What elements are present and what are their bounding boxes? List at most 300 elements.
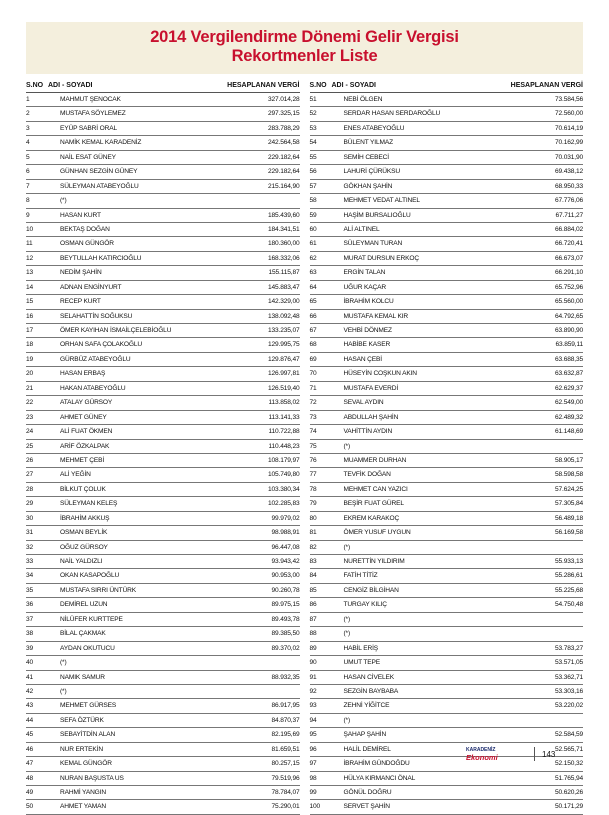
- row-number: 51: [309, 96, 317, 103]
- row-tax-value: 126.997,81: [267, 370, 300, 378]
- row-number: 65: [309, 298, 317, 306]
- row-tax-value: 70.614,19: [555, 124, 583, 132]
- row-tax-value: [214, 194, 300, 207]
- row-name: OĞUZ GÜRSOY: [60, 543, 108, 551]
- row-number: 35: [26, 586, 34, 594]
- row-tax-value: 57.305,84: [555, 500, 583, 508]
- table-row: [26, 656, 300, 670]
- table-row: [26, 584, 300, 598]
- row-name: NAMIK SAMUR: [60, 673, 105, 681]
- row-number: 5: [26, 153, 30, 161]
- row-tax-value: 53.362,71: [555, 673, 583, 681]
- row-number: 20: [26, 370, 34, 378]
- row-number: 6: [26, 168, 30, 176]
- table-row: [26, 223, 300, 237]
- table-row: [310, 136, 584, 150]
- row-number: 17: [26, 327, 34, 334]
- row-tax-value: 90.953,00: [271, 572, 300, 580]
- row-name: HABİBE KASER: [343, 341, 391, 349]
- row-number: 92: [309, 687, 317, 695]
- row-name: ŞAHAP ŞAHİN: [343, 731, 387, 739]
- row-name: HÜLYA KIRMANCI ÖNAL: [343, 774, 416, 782]
- table-row: [26, 800, 300, 814]
- row-number: 97: [309, 760, 317, 768]
- row-tax-value: 51.765,94: [555, 774, 583, 782]
- row-tax-value: 53.303,16: [555, 687, 583, 695]
- table-row: [310, 512, 584, 526]
- row-number: 36: [26, 601, 34, 609]
- row-number: 41: [26, 673, 34, 681]
- row-number: 2: [26, 110, 30, 118]
- row-name: BÜLENT YILMAZ: [343, 139, 393, 147]
- row-tax-value: 61.148,69: [555, 428, 583, 436]
- table-row: [310, 569, 584, 583]
- brand-bottom: Ekonomi: [466, 753, 498, 762]
- row-tax-value: 98.988,91: [271, 529, 300, 537]
- row-tax-value: 55.286,61: [555, 572, 583, 580]
- row-tax-value: 65.752,96: [555, 283, 583, 291]
- row-name: MUAMMER DURHAN: [343, 456, 407, 464]
- table-row: [26, 743, 300, 757]
- table-row: [26, 526, 300, 540]
- row-tax-value: [497, 440, 583, 453]
- row-number: 100: [309, 803, 321, 811]
- table-row: [310, 627, 584, 641]
- table-row: [310, 295, 584, 309]
- row-tax-value: 52.584,59: [555, 731, 583, 739]
- table-row: [310, 699, 584, 713]
- row-tax-value: 78.784,07: [271, 789, 300, 796]
- row-tax-value: 58.905,17: [555, 456, 583, 464]
- row-name: NAİL ESAT GÜNEY: [60, 153, 116, 161]
- table-row: [26, 136, 300, 150]
- row-tax-value: 113.141,33: [268, 413, 300, 421]
- row-name: SERDAR HASAN SERDAROĞLU: [343, 110, 441, 118]
- page-number: 143: [542, 749, 556, 759]
- table-row: [310, 367, 584, 381]
- row-tax-value: 229.182,64: [267, 168, 300, 176]
- row-tax-value: 50.620,26: [555, 789, 583, 796]
- table-row: [26, 613, 300, 627]
- row-name: NİLÜFER KURTTEPE: [60, 615, 123, 623]
- table-row: [26, 266, 300, 280]
- row-number: 23: [26, 413, 34, 421]
- row-name: (*): [343, 630, 351, 638]
- table-row: [26, 165, 300, 179]
- table-row: [310, 786, 584, 800]
- row-name: ÖMER KAYIHAN İSMAİLÇELEBİOĞLU: [60, 327, 172, 334]
- row-number: 89: [309, 644, 317, 652]
- row-tax-value: 52.565,71: [555, 745, 583, 753]
- row-tax-value: 89.385,50: [271, 630, 300, 638]
- row-number: 80: [309, 514, 317, 522]
- row-tax-value: 96.447,08: [271, 543, 300, 551]
- row-number: 18: [26, 341, 34, 349]
- row-name: BEYTULLAH KATIRCIOĞLU: [60, 254, 142, 262]
- row-number: 79: [309, 500, 317, 508]
- row-number: 4: [26, 139, 30, 147]
- row-name: (*): [60, 659, 67, 667]
- column-header-value: HESAPLANAN VERGİ: [510, 82, 583, 89]
- table-row: [26, 209, 300, 223]
- row-tax-value: [214, 656, 300, 669]
- row-number: 57: [309, 182, 317, 190]
- row-number: 44: [26, 716, 34, 724]
- footer-divider: [534, 747, 535, 761]
- row-number: 99: [309, 789, 317, 796]
- row-number: 76: [309, 456, 317, 464]
- row-name: SÜLEYMAN TURAN: [343, 240, 403, 248]
- row-name: NEBİ ÖLGEN: [343, 96, 383, 103]
- row-name: ÖMER YUSUF UYGUN: [343, 529, 411, 537]
- row-name: RAHMİ YANGIN: [60, 789, 106, 796]
- row-name: VAHİTTİN AYDIN: [343, 428, 393, 436]
- row-name: SEMİH CEBECİ: [343, 153, 389, 161]
- column-header-value: HESAPLANAN VERGİ: [227, 82, 300, 89]
- row-name: AHMET YAMAN: [60, 803, 106, 811]
- row-tax-value: 84.870,37: [271, 716, 300, 724]
- row-number: 82: [309, 543, 317, 551]
- row-number: 38: [26, 630, 34, 638]
- row-number: 63: [309, 269, 317, 277]
- row-number: 62: [309, 254, 317, 262]
- row-name: BEŞİR FUAT GÜREL: [343, 500, 404, 508]
- row-name: DEMİREL UZUN: [60, 601, 108, 609]
- row-name: SEZGİN BAYBABA: [343, 687, 399, 695]
- row-number: 88: [309, 630, 317, 638]
- table-row: [26, 627, 300, 641]
- title-banner: [26, 22, 583, 74]
- row-number: 26: [26, 456, 34, 464]
- row-number: 56: [309, 168, 317, 176]
- row-name: SEVAL AYDIN: [343, 399, 384, 407]
- table-row: [310, 468, 584, 482]
- row-tax-value: 75.290,01: [271, 803, 300, 811]
- column-header-no: S.NO: [309, 82, 327, 89]
- row-tax-value: 57.624,25: [555, 485, 583, 493]
- row-name: NUR ERTEKİN: [60, 745, 103, 753]
- row-number: 37: [26, 615, 34, 623]
- table-header: [310, 80, 584, 93]
- row-tax-value: 142.329,00: [267, 298, 300, 306]
- row-number: 67: [309, 327, 317, 334]
- row-tax-value: 133.235,07: [267, 327, 300, 334]
- row-name: ZEHNİ YİĞİTCE: [343, 702, 390, 710]
- row-tax-value: 53.220,02: [555, 702, 583, 710]
- row-tax-value: 67.776,06: [555, 197, 583, 205]
- row-tax-value: 53.571,05: [555, 659, 583, 667]
- row-name: OKAN KASAPOĞLU: [60, 572, 120, 580]
- row-tax-value: 103.380,34: [267, 485, 300, 493]
- row-number: 15: [26, 298, 34, 306]
- row-name: ADNAN ENGİNYURT: [60, 283, 122, 291]
- row-tax-value: 56.489,18: [555, 514, 583, 522]
- table-columns: [26, 80, 583, 815]
- row-name: CENGİZ BİLGİHAN: [343, 586, 399, 594]
- row-number: 25: [26, 442, 34, 450]
- row-number: 55: [309, 153, 317, 161]
- row-name: MEHMET CAN YAZICI: [343, 485, 408, 493]
- row-tax-value: 66.673,07: [555, 254, 583, 262]
- row-number: 68: [309, 341, 317, 349]
- row-name: GÜRBÜZ ATABEYOĞLU: [60, 355, 131, 363]
- table-row: [310, 772, 584, 786]
- row-tax-value: 66.884,02: [555, 225, 583, 233]
- row-name: MEHMET ÇEBİ: [60, 456, 105, 464]
- row-tax-value: 184.341,51: [267, 225, 300, 233]
- row-tax-value: 93.943,42: [271, 558, 300, 565]
- row-name: SELAHATTİN SOĞUKSU: [60, 312, 133, 320]
- row-number: 8: [26, 197, 30, 205]
- row-name: EKREM KARAKOÇ: [343, 514, 400, 522]
- table-row: [310, 237, 584, 251]
- row-number: 64: [309, 283, 317, 291]
- row-tax-value: [497, 541, 583, 554]
- row-number: 59: [309, 211, 317, 219]
- row-name: (*): [343, 442, 351, 450]
- row-tax-value: 129.995,75: [267, 341, 300, 349]
- table-row: [26, 468, 300, 482]
- row-name: BİLAL ÇAKMAK: [60, 630, 106, 638]
- row-tax-value: 64.792,65: [555, 312, 583, 320]
- row-number: 46: [26, 745, 34, 753]
- table-header: [26, 80, 300, 93]
- row-number: 90: [309, 659, 317, 667]
- table-row: [310, 411, 584, 425]
- table-row: [26, 194, 300, 208]
- row-tax-value: 66.720,41: [555, 240, 583, 248]
- row-name: HASAN ERBAŞ: [60, 370, 106, 378]
- row-name: TEVFİK DOĞAN: [343, 471, 391, 479]
- table-row: [26, 541, 300, 555]
- row-number: 60: [309, 225, 317, 233]
- row-tax-value: 215.164,90: [267, 182, 300, 190]
- row-name: MUSTAFA SIRRI ÜNTÜRK: [60, 586, 137, 594]
- row-number: 95: [309, 731, 317, 739]
- table-row: [310, 194, 584, 208]
- row-name: HÜSEYİN COŞKUN AKIN: [343, 370, 417, 378]
- table-row: [310, 93, 584, 107]
- row-tax-value: 63.859,11: [555, 341, 583, 349]
- row-tax-value: 72.560,00: [555, 110, 583, 118]
- table-row: [310, 151, 584, 165]
- table-row: [310, 454, 584, 468]
- row-tax-value: 168.332,06: [267, 254, 300, 262]
- column-header-name: ADI - SOYADI: [48, 82, 93, 89]
- table-row: [26, 569, 300, 583]
- row-name: FATİH TİTİZ: [343, 572, 378, 580]
- row-tax-value: 80.257,15: [271, 760, 300, 768]
- table-row: [310, 598, 584, 612]
- table-row: [26, 728, 300, 742]
- table-row: [310, 714, 584, 728]
- row-name: KEMAL GÜNGÖR: [60, 760, 112, 768]
- table-row: [310, 310, 584, 324]
- row-name: MURAT DURSUN ERKOÇ: [343, 254, 419, 262]
- row-tax-value: 110.722,88: [268, 428, 300, 436]
- row-number: 28: [26, 485, 34, 493]
- row-tax-value: 126.519,40: [267, 384, 300, 392]
- row-tax-value: 108.179,97: [267, 456, 300, 464]
- row-name: GÜNHAN SEZGİN GÜNEY: [60, 168, 138, 176]
- row-number: 1: [26, 96, 30, 103]
- row-tax-value: 229.182,64: [267, 153, 300, 161]
- table-row: [310, 541, 584, 555]
- row-name: ABDULLAH ŞAHİN: [343, 413, 399, 421]
- row-number: 81: [309, 529, 317, 537]
- row-number: 98: [309, 774, 317, 782]
- table-row: [26, 353, 300, 367]
- table-row: [26, 151, 300, 165]
- row-tax-value: 62.489,32: [555, 413, 583, 421]
- table-row: [310, 656, 584, 670]
- row-tax-value: 242.564,58: [267, 139, 300, 147]
- table-row: [310, 642, 584, 656]
- row-number: 42: [26, 687, 34, 695]
- row-name: UĞUR KAÇAR: [343, 283, 386, 291]
- row-name: RECEP KURT: [60, 298, 101, 306]
- row-name: OSMAN BEYLİK: [60, 529, 108, 537]
- row-name: MUSTAFA EVERDİ: [343, 384, 399, 392]
- page-footer: [466, 746, 586, 762]
- row-number: 10: [26, 225, 34, 233]
- table-row: [310, 165, 584, 179]
- row-number: 86: [309, 601, 317, 609]
- row-tax-value: 88.932,35: [271, 673, 300, 681]
- row-name: (*): [343, 716, 351, 724]
- table-row: [310, 396, 584, 410]
- row-name: HASAN CİVELEK: [343, 673, 394, 681]
- row-name: HALİL DEMİREL: [343, 745, 391, 753]
- row-tax-value: 52.150,32: [555, 760, 583, 768]
- row-tax-value: 113.858,02: [268, 399, 300, 407]
- table-row: [26, 454, 300, 468]
- row-number: 30: [26, 514, 34, 522]
- table-row: [26, 714, 300, 728]
- table-row: [310, 685, 584, 699]
- row-tax-value: 90.260,78: [271, 586, 300, 594]
- row-number: 78: [309, 485, 317, 493]
- row-number: 96: [309, 745, 317, 753]
- row-tax-value: 86.917,95: [271, 702, 300, 710]
- row-number: 39: [26, 644, 34, 652]
- row-number: 85: [309, 586, 317, 594]
- row-number: 71: [309, 384, 317, 392]
- row-tax-value: 67.711,27: [555, 211, 583, 219]
- table-row: [26, 180, 300, 194]
- row-number: 13: [26, 269, 34, 277]
- row-name: ALİ YEĞİN: [60, 471, 91, 479]
- table-row: [310, 728, 584, 742]
- row-number: 54: [309, 139, 317, 147]
- row-name: GÖNÜL DOĞRU: [343, 789, 392, 796]
- row-name: MEHMET VEDAT ALTINEL: [343, 197, 420, 205]
- table-row: [26, 598, 300, 612]
- row-number: 52: [309, 110, 317, 118]
- table-right: [310, 80, 584, 815]
- row-number: 84: [309, 572, 317, 580]
- row-tax-value: 73.584,56: [555, 96, 583, 103]
- table-left: [26, 80, 300, 815]
- row-tax-value: 89.493,78: [271, 615, 300, 623]
- table-row: [26, 642, 300, 656]
- row-tax-value: 81.659,51: [271, 745, 300, 753]
- row-tax-value: 54.750,48: [555, 601, 583, 609]
- table-row: [26, 122, 300, 136]
- table-row: [26, 252, 300, 266]
- row-tax-value: 297.325,15: [267, 110, 300, 118]
- row-name: (*): [343, 543, 351, 551]
- row-tax-value: 55.933,13: [555, 558, 583, 565]
- row-tax-value: 63.688,35: [555, 355, 583, 363]
- row-number: 61: [309, 240, 317, 248]
- row-tax-value: 155.115,87: [268, 269, 300, 277]
- row-number: 3: [26, 124, 30, 132]
- row-tax-value: 89.370,02: [271, 644, 300, 652]
- row-name: UMUT TEPE: [343, 659, 381, 667]
- table-row: [26, 93, 300, 107]
- table-row: [310, 266, 584, 280]
- row-number: 69: [309, 355, 317, 363]
- row-number: 32: [26, 543, 34, 551]
- row-name: ENES ATABEYOĞLU: [343, 124, 405, 132]
- row-number: 9: [26, 211, 30, 219]
- row-number: 21: [26, 384, 34, 392]
- row-tax-value: 327.014,28: [267, 96, 300, 103]
- table-row: [26, 324, 300, 338]
- row-tax-value: 63.890,90: [555, 327, 583, 334]
- row-tax-value: 56.169,58: [555, 529, 583, 537]
- row-number: 91: [309, 673, 317, 681]
- row-tax-value: 99.979,02: [271, 514, 300, 522]
- row-number: 12: [26, 254, 34, 262]
- row-tax-value: 69.438,12: [555, 168, 583, 176]
- row-name: ERGİN TALAN: [343, 269, 386, 277]
- table-row: [310, 338, 584, 352]
- table-row: [26, 107, 300, 121]
- row-number: 58: [309, 197, 317, 205]
- row-name: NURAN BAŞUSTA US: [60, 774, 124, 782]
- row-number: 49: [26, 789, 34, 796]
- row-name: BEKTAŞ DOĞAN: [60, 225, 110, 233]
- row-tax-value: [497, 714, 583, 727]
- row-name: SEFA ÖZTÜRK: [60, 716, 104, 724]
- row-tax-value: 58.598,58: [555, 471, 583, 479]
- row-tax-value: 65.560,00: [555, 298, 583, 306]
- table-row: [310, 252, 584, 266]
- table-row: [26, 699, 300, 713]
- row-number: 45: [26, 731, 34, 739]
- row-name: MUSTAFA SÖYLEMEZ: [60, 110, 126, 118]
- row-number: 7: [26, 182, 30, 190]
- table-row: [310, 483, 584, 497]
- table-row: [26, 237, 300, 251]
- column-header-no: S.NO: [26, 82, 44, 89]
- row-number: 31: [26, 529, 34, 537]
- row-number: 29: [26, 500, 34, 508]
- row-number: 40: [26, 659, 34, 667]
- row-name: NURETTİN YILDIRIM: [343, 558, 405, 565]
- table-row: [26, 382, 300, 396]
- row-name: (*): [343, 615, 351, 623]
- row-name: ORHAN SAFA ÇOLAKOĞLU: [60, 341, 143, 349]
- row-tax-value: 102.285,83: [267, 500, 300, 508]
- table-row: [26, 396, 300, 410]
- row-tax-value: 129.876,47: [267, 355, 300, 363]
- row-number: 34: [26, 572, 34, 580]
- table-row: [26, 497, 300, 511]
- row-number: 72: [309, 399, 317, 407]
